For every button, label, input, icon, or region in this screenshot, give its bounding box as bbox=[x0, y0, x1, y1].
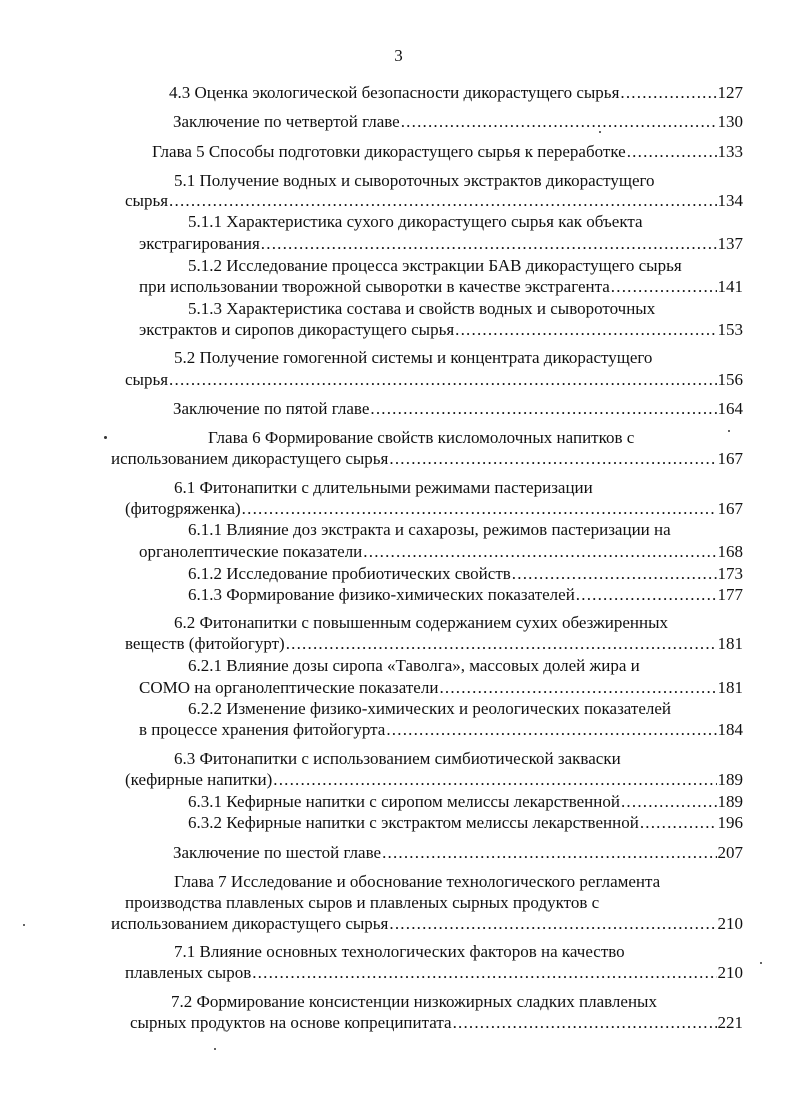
scan-speck bbox=[728, 430, 730, 432]
toc-entry-5-1-1 bbox=[139, 233, 743, 254]
leader-dots bbox=[286, 633, 717, 654]
toc-entry-5-1-3-line1: 5.1.3 Характеристика состава и свойств водных и сывороточных bbox=[188, 299, 656, 318]
toc-entry-title: (кефирные напитки) bbox=[125, 770, 273, 789]
toc-entry-page: 167 bbox=[717, 449, 743, 468]
toc-entry-5-2 bbox=[125, 369, 743, 390]
toc-entry-chapter-5 bbox=[152, 141, 743, 162]
toc-entry-6-1-1 bbox=[139, 541, 743, 562]
toc-entry-5-1-line1: 5.1 Получение водных и сывороточных экстрактов дикорастущего bbox=[174, 171, 655, 190]
toc-entry-page: 167 bbox=[717, 499, 743, 518]
toc-entry-page: 164 bbox=[717, 399, 743, 418]
toc-entry-page: 168 bbox=[717, 542, 743, 561]
toc-entry-page: 156 bbox=[717, 370, 743, 389]
toc-entry-title: использованием дикорастущего сырья bbox=[111, 449, 389, 468]
toc-entry-5-1-1-line1: 5.1.1 Характеристика сухого дикорастущего сырья как объекта bbox=[188, 212, 643, 231]
leader-dots bbox=[640, 812, 717, 833]
toc-entry-title: СОМО на органолептические показатели bbox=[139, 678, 439, 697]
leader-dots bbox=[611, 276, 717, 297]
toc-entry-page: 221 bbox=[717, 1013, 743, 1032]
toc-entry-conclusion-4 bbox=[173, 111, 743, 132]
scan-speck bbox=[599, 131, 601, 133]
toc-entry-6-2-2-line1: 6.2.2 Изменение физико-химических и реологических показателей bbox=[188, 699, 672, 718]
toc-entry-page: 177 bbox=[717, 585, 743, 604]
toc-entry-title: (фитоgряженка) bbox=[125, 499, 241, 518]
toc-entry-6-1-line1: 6.1 Фитонапитки с длительными режимами пастеризации bbox=[174, 478, 593, 497]
toc-entry-page: 210 bbox=[717, 963, 743, 982]
leader-dots bbox=[621, 791, 717, 812]
toc-entry-6-2-2 bbox=[139, 719, 743, 740]
leader-dots bbox=[273, 769, 716, 790]
toc-entry-page: 184 bbox=[717, 720, 743, 739]
toc-entry-7-2-line1: 7.2 Формирование консистенции низкожирных сладких плавленых bbox=[171, 992, 657, 1011]
toc-entry-title: 6.1.3 Формирование физико-химических показателей bbox=[188, 585, 575, 604]
toc-entry-5-1 bbox=[125, 190, 743, 211]
toc-entry-title: 6.1.2 Исследование пробиотических свойств bbox=[188, 564, 511, 583]
leader-dots bbox=[512, 563, 717, 584]
leader-dots bbox=[386, 719, 716, 740]
toc-entry-title: при использовании творожной сыворотки в качестве экстрагента bbox=[139, 277, 610, 296]
leader-dots bbox=[261, 233, 717, 254]
toc-entry-6-3-line1: 6.3 Фитонапитки с использованием симбиотической закваски bbox=[174, 749, 621, 768]
toc-entry-page: 189 bbox=[717, 792, 743, 811]
leader-dots bbox=[169, 369, 716, 390]
toc-entry-title: веществ (фитойогурт) bbox=[125, 634, 285, 653]
leader-dots bbox=[620, 82, 716, 103]
toc-entry-title: использованием дикорастущего сырья bbox=[111, 914, 389, 933]
toc-entry-conclusion-5 bbox=[173, 398, 743, 419]
toc-entry-7-1-line1: 7.1 Влияние основных технологических факторов на качество bbox=[174, 942, 625, 961]
toc-entry-5-1-3 bbox=[139, 319, 743, 340]
toc-entry-6-3-2 bbox=[188, 812, 743, 833]
toc-entry-chapter-7 bbox=[111, 913, 743, 934]
toc-entry-4-3 bbox=[169, 82, 743, 103]
toc-entry-page: 137 bbox=[717, 234, 743, 253]
toc-entry-page: 173 bbox=[717, 564, 743, 583]
toc-entry-7-1 bbox=[125, 962, 743, 983]
toc-entry-page: 181 bbox=[717, 678, 743, 697]
toc-entry-title: экстрактов и сиропов дикорастущего сырья bbox=[139, 320, 455, 339]
leader-dots bbox=[370, 398, 716, 419]
scan-speck bbox=[760, 962, 762, 964]
toc-entry-title: Глава 5 Способы подготовки дикорастущего сырья к переработке bbox=[152, 142, 626, 161]
toc-entry-title: сырных продуктов на основе копреципитата bbox=[130, 1013, 452, 1032]
toc-entry-title: сырья bbox=[125, 191, 169, 210]
toc-entry-5-1-2 bbox=[139, 276, 743, 297]
toc-entry-title: Заключение по шестой главе bbox=[173, 843, 382, 862]
scan-speck bbox=[23, 924, 25, 926]
toc-entry-title: экстрагирования bbox=[139, 234, 260, 253]
toc-entry-page: 133 bbox=[717, 142, 743, 161]
toc-entry-6-2-line1: 6.2 Фитонапитки с повышенным содержанием сухих обезжиренных bbox=[174, 613, 669, 632]
toc-entry-6-3-1 bbox=[188, 791, 743, 812]
toc-entry-page: 196 bbox=[717, 813, 743, 832]
toc-entry-page: 207 bbox=[717, 843, 743, 862]
toc-entry-page: 130 bbox=[717, 112, 743, 131]
toc-entry-page: 181 bbox=[717, 634, 743, 653]
toc-entry-title: 6.3.2 Кефирные напитки с экстрактом мелиссы лекарственной bbox=[188, 813, 639, 832]
toc-entry-page: 210 bbox=[717, 914, 743, 933]
leader-dots bbox=[363, 541, 716, 562]
leader-dots bbox=[627, 141, 717, 162]
toc-entry-title: органолептические показатели bbox=[139, 542, 363, 561]
toc-entry-page: 153 bbox=[717, 320, 743, 339]
toc-entry-title: 6.3.1 Кефирные напитки с сиропом мелиссы лекарственной bbox=[188, 792, 620, 811]
toc-entry-conclusion-6 bbox=[173, 842, 743, 863]
toc-entry-6-1-1-line1: 6.1.1 Влияние доз экстракта и сахарозы, режимов пастеризации на bbox=[188, 520, 671, 539]
leader-dots bbox=[389, 448, 716, 469]
toc-entry-title: Заключение по четвертой главе bbox=[173, 112, 400, 131]
toc-entry-7-2 bbox=[130, 1012, 743, 1033]
toc-entry-chapter-6-line1: Глава 6 Формирование свойств кисломолочных напитков с bbox=[208, 428, 635, 447]
leader-dots bbox=[242, 498, 717, 519]
toc-entry-6-1-3 bbox=[188, 584, 743, 605]
toc-entry-title: Заключение по пятой главе bbox=[173, 399, 370, 418]
toc-entry-page: 127 bbox=[717, 83, 743, 102]
toc-entry-6-3 bbox=[125, 769, 743, 790]
toc-entry-chapter-7-line2: производства плавленых сыров и плавленых сырных продуктов с bbox=[125, 893, 600, 912]
toc-entry-chapter-6 bbox=[111, 448, 743, 469]
toc-entry-chapter-7-line1: Глава 7 Исследование и обоснование технологического регламента bbox=[174, 872, 661, 891]
toc-entry-6-2-1-line1: 6.2.1 Влияние дозы сиропа «Таволга», массовых долей жира и bbox=[188, 656, 640, 675]
toc-entry-5-1-2-line1: 5.1.2 Исследование процесса экстракции БАВ дикорастущего сырья bbox=[188, 256, 682, 275]
toc-entry-6-1-2 bbox=[188, 563, 743, 584]
leader-dots bbox=[169, 190, 716, 211]
toc-entry-6-2 bbox=[125, 633, 743, 654]
toc-entry-6-2-1 bbox=[139, 677, 743, 698]
toc-entry-title: 4.3 Оценка экологической безопасности дикорастущего сырья bbox=[169, 83, 620, 102]
leader-dots bbox=[455, 319, 716, 340]
leader-dots bbox=[252, 962, 716, 983]
toc-entry-6-1 bbox=[125, 498, 743, 519]
scan-speck bbox=[214, 1048, 216, 1050]
scan-speck bbox=[104, 436, 107, 439]
leader-dots bbox=[389, 913, 716, 934]
leader-dots bbox=[576, 584, 717, 605]
toc-entry-page: 141 bbox=[717, 277, 743, 296]
leader-dots bbox=[453, 1012, 717, 1033]
toc-entry-title: сырья bbox=[125, 370, 169, 389]
page-number: 3 bbox=[394, 46, 403, 65]
toc-entry-title: плавленых сыров bbox=[125, 963, 252, 982]
toc-entry-title: в процессе хранения фитойогурта bbox=[139, 720, 386, 739]
leader-dots bbox=[401, 111, 717, 132]
toc-entry-5-2-line1: 5.2 Получение гомогенной системы и концентрата дикорастущего bbox=[174, 348, 653, 367]
toc-entry-page: 189 bbox=[717, 770, 743, 789]
toc-entry-page: 134 bbox=[717, 191, 743, 210]
leader-dots bbox=[382, 842, 716, 863]
leader-dots bbox=[439, 677, 716, 698]
